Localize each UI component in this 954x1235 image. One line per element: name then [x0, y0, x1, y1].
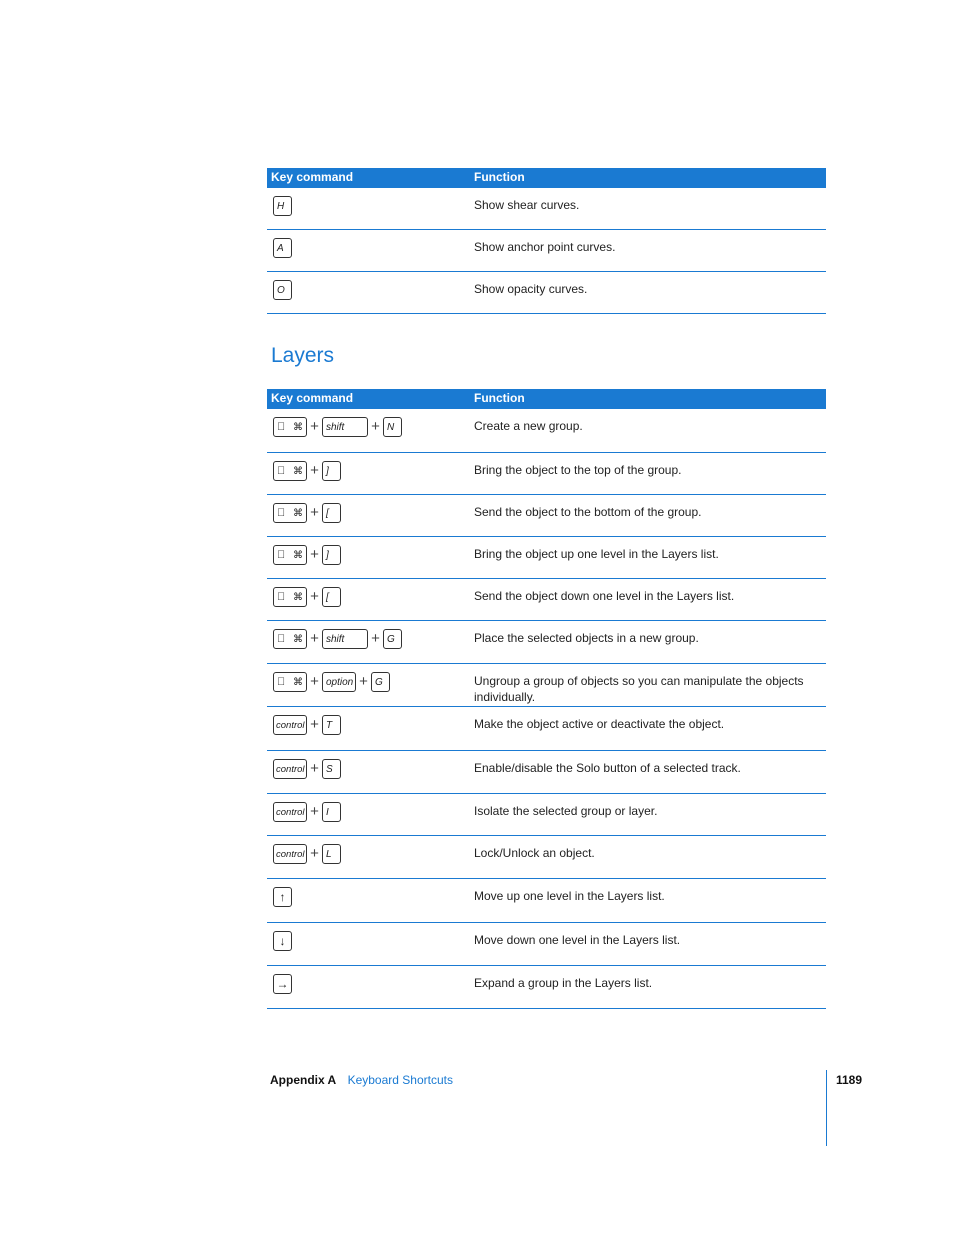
- letter-key-g: G: [383, 629, 402, 649]
- key-command-cell: [273, 545, 341, 565]
- letter-key-h: H: [273, 196, 292, 216]
- letter-key-]: ]: [322, 545, 341, 565]
- table-row: [267, 272, 826, 314]
- apple-icon: [277, 507, 285, 519]
- apple-icon: [277, 465, 285, 477]
- plus-sign: +: [359, 673, 368, 690]
- key-command-cell: [273, 672, 390, 692]
- header-function: Function: [474, 170, 525, 184]
- letter-key-[: [: [322, 503, 341, 523]
- command-icon: ⌘: [293, 549, 303, 561]
- command-key: [273, 417, 307, 437]
- function-cell: Show shear curves.: [474, 198, 580, 212]
- table-row: [267, 707, 826, 751]
- apple-icon: [277, 591, 285, 603]
- table-row: [267, 579, 826, 621]
- table-row: [267, 409, 826, 453]
- command-icon: ⌘: [293, 421, 303, 433]
- table-row: [267, 495, 826, 537]
- apple-icon: [277, 549, 285, 561]
- plus-sign: +: [310, 845, 319, 862]
- key-command-cell: [273, 461, 341, 481]
- key-command-cell: [273, 887, 292, 907]
- function-cell: Ungroup a group of objects so you can manipulate the objects individually.: [474, 674, 804, 704]
- table-row: [267, 966, 826, 1009]
- command-key: [273, 461, 307, 481]
- plus-sign: +: [310, 504, 319, 521]
- apple-icon: [277, 421, 285, 433]
- key-command-cell: [273, 629, 402, 649]
- command-icon: ⌘: [293, 633, 303, 645]
- plus-sign: +: [310, 546, 319, 563]
- command-icon: ⌘: [293, 591, 303, 603]
- table-row: [267, 621, 826, 664]
- function-cell: Isolate the selected group or layer.: [474, 804, 658, 818]
- key-command-cell: [273, 974, 292, 994]
- key-command-cell: [273, 587, 341, 607]
- apple-icon: [277, 633, 285, 645]
- plus-sign: +: [310, 673, 319, 690]
- letter-key-]: ]: [322, 461, 341, 481]
- table-row: [267, 751, 826, 794]
- table-row: [267, 923, 826, 966]
- command-icon: ⌘: [293, 507, 303, 519]
- command-key: [273, 545, 307, 565]
- control-key: control: [273, 802, 307, 822]
- footer-divider: [826, 1070, 827, 1146]
- table-row: [267, 188, 826, 230]
- letter-key-n: N: [383, 417, 402, 437]
- plus-sign: +: [310, 630, 319, 647]
- key-command-cell: [273, 280, 292, 300]
- key-command-cell: [273, 196, 292, 216]
- function-cell: Send the object to the bottom of the group.: [474, 505, 702, 519]
- function-cell: Move down one level in the Layers list.: [474, 933, 681, 947]
- letter-key-o: O: [273, 280, 292, 300]
- plus-sign: +: [310, 716, 319, 733]
- letter-key-s: S: [322, 759, 341, 779]
- control-key: control: [273, 759, 307, 779]
- function-cell: Lock/Unlock an object.: [474, 846, 595, 860]
- plus-sign: +: [310, 462, 319, 479]
- footer: [270, 1073, 453, 1087]
- function-cell: Place the selected objects in a new group.: [474, 631, 699, 645]
- letter-key-[: [: [322, 587, 341, 607]
- command-key: [273, 587, 307, 607]
- control-key: control: [273, 844, 307, 864]
- control-key: control: [273, 715, 307, 735]
- page-number: 1189: [836, 1073, 863, 1087]
- letter-key-a: A: [273, 238, 292, 258]
- footer-appendix: Appendix A: [270, 1073, 337, 1087]
- command-key: [273, 672, 307, 692]
- key-command-cell: [273, 931, 292, 951]
- shortcut-table-layers: [267, 389, 826, 1009]
- table-row: [267, 794, 826, 836]
- shift-key: shift: [322, 629, 368, 649]
- plus-sign: +: [371, 630, 380, 647]
- command-icon: ⌘: [293, 676, 303, 688]
- key-command-cell: [273, 802, 341, 822]
- shortcut-table-curves: [267, 168, 826, 314]
- command-key: [273, 629, 307, 649]
- letter-key-g: G: [371, 672, 390, 692]
- option-key: option: [322, 672, 356, 692]
- plus-sign: +: [310, 588, 319, 605]
- key-command-cell: [273, 844, 341, 864]
- up-arrow-key-icon: ↑: [273, 887, 292, 907]
- plus-sign: +: [310, 418, 319, 435]
- function-cell: Send the object down one level in the Layers list.: [474, 589, 735, 603]
- table-row: [267, 664, 826, 707]
- header-key-command: Key command: [271, 391, 354, 405]
- section-title: Layers: [271, 344, 335, 367]
- plus-sign: +: [371, 418, 380, 435]
- command-icon: ⌘: [293, 465, 303, 477]
- apple-icon: [277, 676, 285, 688]
- key-command-cell: [273, 503, 341, 523]
- plus-sign: +: [310, 760, 319, 777]
- command-key: [273, 503, 307, 523]
- key-command-cell: [273, 238, 292, 258]
- function-cell: Create a new group.: [474, 419, 583, 433]
- letter-key-t: T: [322, 715, 341, 735]
- table-row: [267, 453, 826, 495]
- right-arrow-key-icon: →: [273, 974, 292, 994]
- key-command-cell: [273, 417, 402, 437]
- footer-chapter-title: Keyboard Shortcuts: [347, 1073, 453, 1087]
- function-cell: Move up one level in the Layers list.: [474, 889, 665, 903]
- function-cell: Bring the object to the top of the group.: [474, 463, 682, 477]
- table-row: [267, 836, 826, 879]
- header-key-command: Key command: [271, 170, 354, 184]
- shift-key: shift: [322, 417, 368, 437]
- function-cell: Expand a group in the Layers list.: [474, 976, 653, 990]
- function-cell: Show opacity curves.: [474, 282, 588, 296]
- key-command-cell: [273, 715, 341, 735]
- key-command-cell: [273, 759, 341, 779]
- function-cell: Show anchor point curves.: [474, 240, 616, 254]
- table-header: [267, 389, 826, 409]
- down-arrow-key-icon: ↓: [273, 931, 292, 951]
- letter-key-l: L: [322, 844, 341, 864]
- table-row: [267, 230, 826, 272]
- plus-sign: +: [310, 803, 319, 820]
- letter-key-i: I: [322, 802, 341, 822]
- header-function: Function: [474, 391, 525, 405]
- table-header: [267, 168, 826, 188]
- table-row: [267, 879, 826, 923]
- function-cell: Make the object active or deactivate the object.: [474, 717, 725, 731]
- function-cell: Bring the object up one level in the Layers list.: [474, 547, 719, 561]
- table-row: [267, 537, 826, 579]
- function-cell: Enable/disable the Solo button of a selected track.: [474, 761, 741, 775]
